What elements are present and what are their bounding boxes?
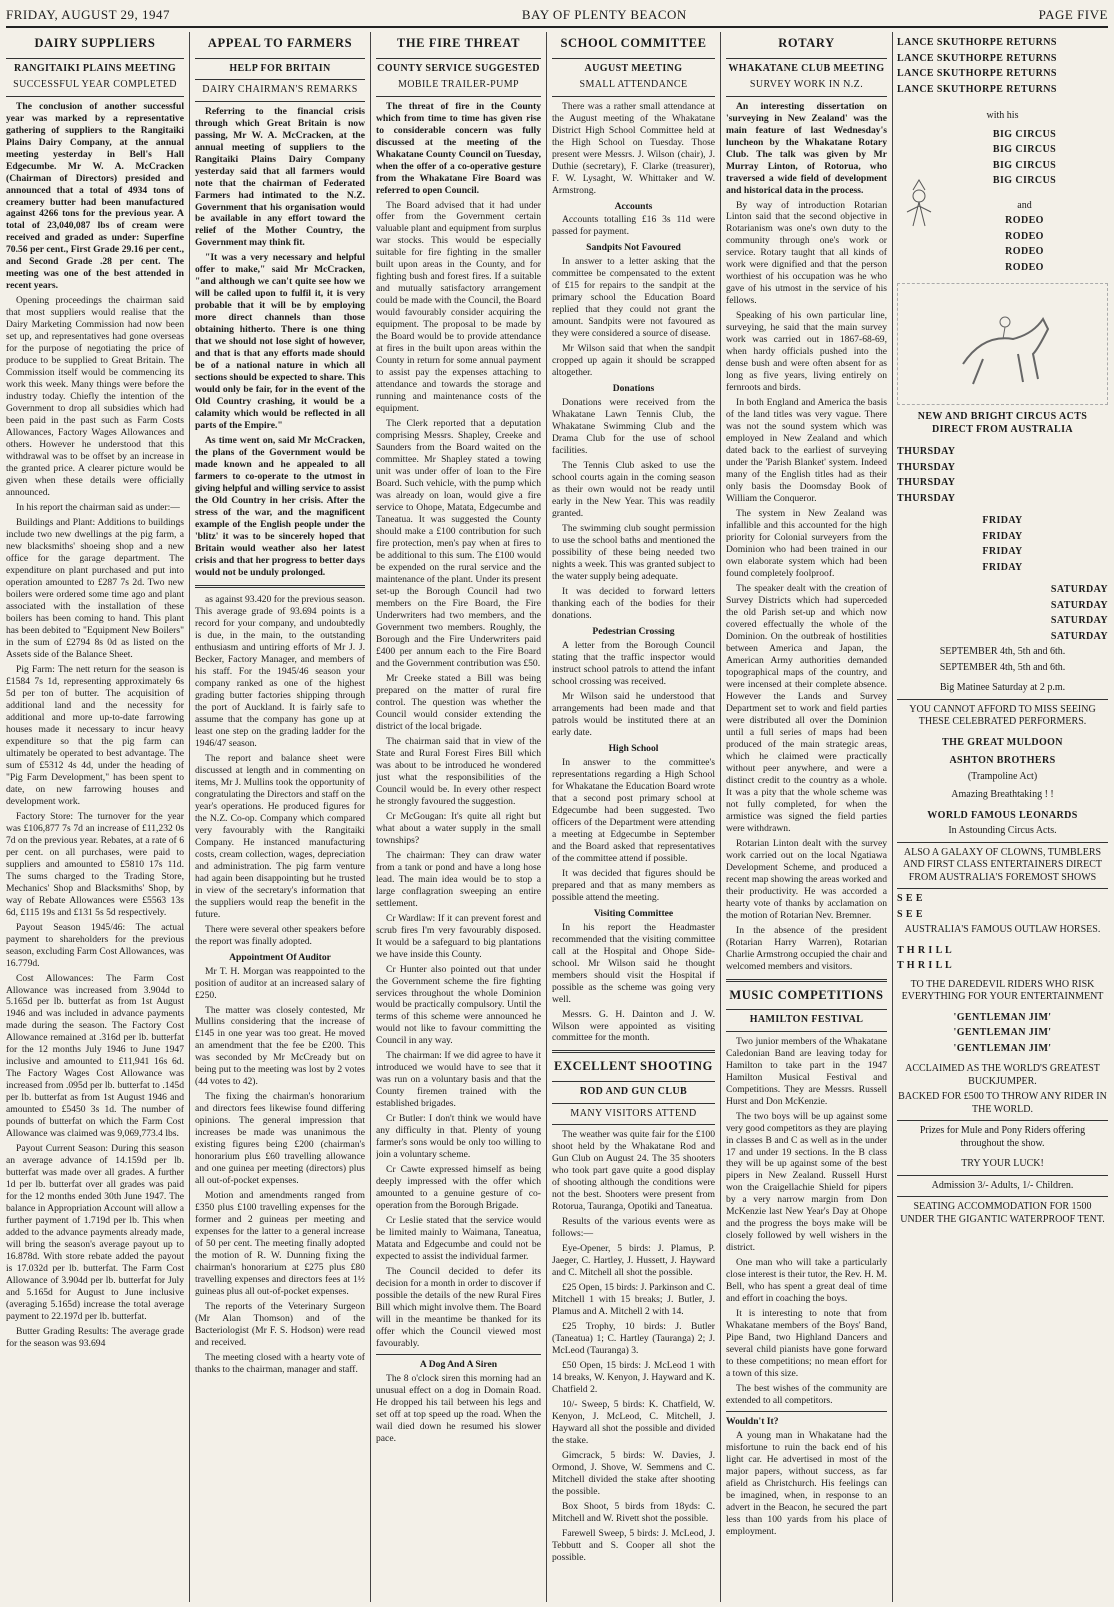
ad-horses: AUSTRALIA'S FAMOUS OUTLAW HORSES. bbox=[904, 924, 1101, 935]
ad-circus: BIG CIRCUS bbox=[992, 144, 1057, 155]
rotary-paragraph: In the absence of the president (Rotarian Harry Warren), Rotarian Charlie Armstrong occupied the chair and welcomed members and visitors. bbox=[726, 924, 887, 972]
ad-returns: LANCE SKUTHORPE RETURNS bbox=[897, 52, 1057, 64]
ad-rodeo: RODEO bbox=[1005, 230, 1044, 242]
ad-acts: NEW AND BRIGHT CIRCUS ACTS DIRECT FROM AUSTRALIA bbox=[917, 411, 1088, 435]
rotary-article bbox=[726, 34, 887, 1602]
ad-see: S E E bbox=[897, 908, 923, 920]
auditor-paragraph: The meeting closed with a hearty vote of thanks to the chairman, manager and staff. bbox=[195, 1352, 365, 1376]
rotary-paragraph: The system in New Zealand was infallible and this accounted for the high priority for Colonial surveyers from the Dominion who had been trained in our own elaborate system which had been found completely foolproof. bbox=[726, 508, 887, 580]
fire-subheadline-2: MOBILE TRAILER-PUMP bbox=[397, 79, 520, 91]
appeal-article bbox=[195, 34, 365, 1602]
fire-paragraph: Mr Creeke stated a Bill was being prepared on the matter of rural fire control. The question was whether the Council would consider extending the district of the local brigade. bbox=[376, 672, 541, 732]
ad-trampoline: (Trampoline Act) bbox=[967, 770, 1038, 782]
page-number: PAGE FIVE bbox=[1038, 7, 1108, 22]
school-subheading: High School bbox=[608, 742, 659, 754]
ad-dates: SEPTEMBER 4th, 5th and 6th. bbox=[939, 661, 1066, 673]
ad-returns: LANCE SKUTHORPE RETURNS bbox=[897, 83, 1057, 95]
ad-matinee: Big Matinee Saturday at 2 p.m. bbox=[939, 682, 1066, 693]
fire-paragraph: Cr Wardlaw: If it can prevent forest and scrub fires I'm very favourably disposed. It would be a safeguard to big plantations we have inside this County. bbox=[376, 912, 541, 960]
school-subheadline-2: SMALL ATTENDANCE bbox=[579, 79, 688, 91]
school-paragraph: Mr Wilson said that when the sandpit cropped up again it should be scrapped altogether. bbox=[552, 343, 715, 379]
shooting-headline: EXCELLENT SHOOTING bbox=[554, 1059, 713, 1074]
school-paragraph: A letter from the Borough Council stating that the traffic inspector would instruct school patrols to attend the infant school crossing was received. bbox=[552, 639, 715, 687]
school-paragraph: The Tennis Club asked to use the school courts again in the coming season as their own would not be ready until early in the New Year. This was readily granted. bbox=[552, 460, 715, 520]
school-paragraph: Accounts totalling £16 3s 11d were passed for payment. bbox=[552, 214, 715, 238]
dairy-lead: The conclusion of another successful year was marked by a representative gathering of suppliers to the Rangitaiki Plains Dairy Company, at the annual meeting yesterday in Bell's Hall Edgecumbe. Mr W. A. McCracken (Chairman of Directors) presided and announced that a total of 4934 tons of creamery butter had been manufactured against 4266 tons for the previous year. A total of 23,040,087 lbs of cream were received and graded as under: Superfine 70.56 per cent., First Grade 29.16 per cent., and Second Grade .28 per cent. The meeting was one of the best attended in recent years. bbox=[6, 100, 184, 292]
clown-icon bbox=[899, 126, 939, 236]
music-headline: MUSIC COMPETITIONS bbox=[729, 987, 884, 1002]
fire-paragraph: Cr Butler: I don't think we would have any difficulty in that. Plenty of young farmer's sons would be only too willing to join a voluntary scheme. bbox=[376, 1113, 541, 1161]
ad-galaxy: ALSO A GALAXY OF CLOWNS, TUMBLERS AND FIRST CLASS ENTERTAINERS DIRECT FROM AUSTRALIA'S FOREMOST SHOWS bbox=[903, 846, 1102, 883]
dairy-paragraph: Payout Season 1945/46: The actual payment to shareholders for the previous season, excluding Farm Cost Allowances, was 16.779d. bbox=[6, 921, 184, 969]
school-article bbox=[552, 34, 715, 1602]
appeal-paragraph: As time went on, said Mr McCracken, the plans of the Government would be made known and he appealed to all farmers to co-operate to the utmost in giving helpful and willing service to assist the Old Country in her crisis. After the stress of the war, and the magnificent example of the English people under the 'blitz' it was to be sincerely hoped that Britain would weather also her latest crisis and that her progress to better days would not be unduly prolonged. bbox=[195, 435, 365, 579]
column-rule bbox=[892, 32, 893, 1602]
column-rule bbox=[189, 32, 190, 1602]
ad-acclaimed: ACCLAIMED AS THE WORLD'S GREATEST BUCKJUMPER. bbox=[905, 1063, 1100, 1087]
auditor-paragraph: The fixing the chairman's honorarium and directors fees likewise found differing opinions. The general impression that increases be made was unanimous the existing figures being £200 (chairman's honorarium plus £60 travelling allowance and one guinea per meeting (directors) plus all out-of-pocket expenses. bbox=[195, 1091, 365, 1187]
dairy-continued: There were several other speakers before the report was finally adopted. bbox=[195, 923, 365, 947]
ad-friday: FRIDAY bbox=[982, 561, 1023, 573]
masthead bbox=[6, 4, 1108, 28]
column-rule bbox=[720, 32, 721, 1602]
fire-headline: THE FIRE THREAT bbox=[396, 36, 521, 50]
dairy-paragraph: Butter Grading Results: The average grade for the season was 93.694 bbox=[6, 1326, 184, 1350]
ad-afford: YOU CANNOT AFFORD TO MISS SEEING THESE CELEBRATED PERFORMERS. bbox=[909, 703, 1096, 727]
school-headline: SCHOOL COMMITTEE bbox=[560, 36, 707, 50]
shooting-paragraph: Gimcrack, 5 birds: W. Davies, J. Ormond, J. Shove, W. Semmens and C. Mitchell divided the stake after shooting the possible. bbox=[552, 1449, 715, 1497]
ad-thursday: THURSDAY bbox=[897, 492, 956, 504]
dairy-paragraph: Payout Current Season: During this season an average advance of 14.159d per lb. butterfat was made over all grades. A further 1d per lb. butterfat over all grades was paid for the 12 months ended 30th June 1947. The balance in Appropriation Account will allow a further payment of 1.719d per lb. This when added to the advance payments already made, will bring the season's average payout up to 16.878d. With store rebate added the payout is 17.032d per lb. butterfat. The Farm Cost Allowance of 3.904d per lb. butterfat for July and 5.165d for August to June inclusive (averaging 5.165d) increase the total average payment to 22.197d per lb. butterfat. bbox=[6, 1143, 184, 1323]
school-subheading: Sandpits Not Favoured bbox=[586, 242, 681, 254]
shooting-paragraph: Results of the various events were as follows:— bbox=[552, 1215, 715, 1239]
ad-thursday: THURSDAY bbox=[897, 477, 956, 488]
dairy-continued: as against 93.420 for the previous season. This average grade of 93.694 points is a record for your company, and undoubtedly is due, in the main, to the outstanding enthusiasm and untiring efforts of Mr J. J. Becker, Factory Manager, and members of his staff. For the 1945/46 season your company ranked as one of the highest grading butter factories shipping through the port of Auckland. It is fairly safe to assume that the company has gone up at least one step on the grading ladder for the 1946/47 season. bbox=[195, 594, 365, 749]
appeal-paragraph: "It was a very necessary and helpful offer to make," said Mr McCracken, "and although we can't quite see how we will be called upon to fulfil it, it is very probable that it will be by employing more direct channels than those obtaining hitherto. There is one thing that we should not lose sight of however, and that is that any efforts made should be of a national nature in which all sections should be expected to share. This would only be fair, for in the event of the Old Country crashing, it would be a calamity which would be reflected in all parts of the Empire." bbox=[195, 252, 365, 432]
dairy-paragraph: Pig Farm: The nett return for the season is £1584 7s 1d, representing approximately 6s 5d per ton of butter. The acquisition of additional land and the necessity for additional and more up-to-date farrowing houses made it necessary to incur heavy expenditure so that the pig farm can ultimately be operated to best advantage. The sum of £5312 4s 4d, under the heading of "Pig Farm Development," has been spent to date, on new farrowing houses and development work. bbox=[6, 663, 184, 807]
dairy-paragraph: Cost Allowances: The Farm Cost Allowance was increased from 3.904d to 5.165d per lb. butterfat as from 1st August 1946 and was included in advance payments made during the season. The Factory Cost Allowance remained at .316d per lb. butterfat for the 12 months July 1946 to June 1947 inclusive and amounted to £11,941 16s 6d. The Factory Wages Cost Allowance was increased from .095d per lb. butterfat to .145d per lb. butterfat as from 1st August 1946 and amounted to £5450 3s 1d. The number of pounds of butterfat on which the Farm Cost Allowance was claimed was 9,069,773.4 lbs. bbox=[6, 972, 184, 1140]
ad-admission: Admission 3/- Adults, 1/- Children. bbox=[931, 1179, 1074, 1191]
ad-circus: BIG CIRCUS bbox=[992, 159, 1057, 171]
music-paragraph: It is interesting to note that from Whakatane members of the Boys' Band, Pipe Band, two Highland Dancers and several child pianists have gone forward to these competitions; no mean effort for a town of this size. bbox=[726, 1308, 887, 1380]
shooting-subheadline: ROD AND GUN CLUB bbox=[579, 1086, 688, 1098]
dairy-article bbox=[6, 34, 184, 1602]
ad-jim: 'GENTLEMAN JIM' bbox=[953, 1011, 1052, 1023]
school-subheading: Visiting Committee bbox=[593, 907, 674, 919]
school-paragraph: In answer to the committee's representations regarding a High School for Whakatane the Education Board wrote that a second post primary school at Edgecumbe had been suggested. Two officers of the Department were attending a meeting at Edgecumbe in September and the Board asked that representatives of the committee attend if possible. bbox=[552, 756, 715, 864]
rotary-paragraph: The speaker dealt with the creation of Survey Districts which had superceded the old Parish set-up and which now covered effectually the whole of the Dominion. On the outbreak of hostilities between America and Japan, the American Army authorities demanded topographical maps of the country, and were incensed at their complete absence. However the Lands and Survey Department set to work and field parties were distributed all over the Dominion until a full series of maps had been produced of the main strategic areas, which he claimed were practically without peer anywhere, and were a distinct credit to the country as a whole. It was a pity that the whole scheme was not fully completed, for when the armistice was signed the field parties were withdrawn. bbox=[726, 583, 887, 834]
fire-paragraph: The chairman: If we did agree to have it introduced we would have to see that it was run on a voluntary basis and that the County firemen trained with the established brigades. bbox=[376, 1050, 541, 1110]
rotary-headline: ROTARY bbox=[778, 36, 835, 50]
dog-paragraph: The 8 o'clock siren this morning had an unusual effect on a dog in Domain Road. He dropped his tail between his legs and set off at top speed up the road. When the wail died down he resumed his slower pace. bbox=[376, 1373, 541, 1444]
appeal-paragraph: Referring to the financial crisis through which Great Britain is now passing, Mr W. A. McCracken, at the annual meeting of suppliers to the Rangitaiki Plains Dairy Company yesterday said that all farmers would note that the chairman of Federated Farmers had intimated to the N.Z. Government that his organisation would be available in any effort toward the relief of the Mother Country, the Government may think fit. bbox=[195, 105, 365, 249]
auditor-paragraph: Motion and amendments ranged from £350 plus £100 travelling expenses for the former and 2 guineas per meeting and expenses for the latter to a general increase of 50 per cent. The meeting finally adopted the motion of R. W. Dunning fixing the chairman's honorarium at £275 plus £80 travelling expenses and directors fees at 1½ guineas plus all out-of-pocket expenses. bbox=[195, 1190, 365, 1298]
rotary-paragraph: Speaking of his own particular line, surveying, he said that the main survey work was carried out in 1867-68-69, when hardy officials pushed into the dense bush and were often absent for as long as five years, living entirely on fernroots and birds. bbox=[726, 310, 887, 394]
shooting-paragraph: 10/- Sweep, 5 birds: K. Chatfield, W. Kenyon, J. McLeod, C. Mitchell, J. Hayward all shot the possible and divided the stake. bbox=[552, 1398, 715, 1446]
rodeo-illustration bbox=[897, 283, 1108, 405]
dairy-paragraph: Factory Store: The turnover for the year was £106,877 7s 7d an increase of £11,232 0s 7d on the previous year. Rebates, at a rate of 6 per cent. on all purchases, were paid to suppliers and amounted to £5810 17s 11d. The sums charged to the Trading Store, Mechanics' Shop and Blacksmiths' Shop, by way of Rebate Allowances were £5563 13s 6d, £115 19s and £131 5s 5d respectively. bbox=[6, 810, 184, 918]
dog-headline: A Dog And A Siren bbox=[419, 1359, 498, 1371]
dairy-paragraph: Opening proceedings the chairman said that most suppliers would realise that the Dairy Marketing Commission had now been set up, and representatives had gone overseas for the purpose of negotiating the price of produce to be supplied to Great Britain. The Commission itself would be commencing its work this week. Many things were before the industry today. Chiefly the intention of the Government to drop all subsidies which had been paid in the past such as Farm Costs Allowances, Factory Wages Allowances and others. However he understood that this withdrawal was to be offset by an increase in the granted price. A clearer picture would be given when these details were officially announced. bbox=[6, 295, 184, 499]
ad-thrill: T H R I L L bbox=[897, 944, 953, 956]
school-paragraph: It was decided that figures should be prepared and that as many members as possible attend the meeting. bbox=[552, 867, 715, 903]
shooting-paragraph: Farewell Sweep, 5 birds: J. McLeod, J. Tebbutt and S. Cooper all shot the possible. bbox=[552, 1527, 715, 1563]
ad-leonards: WORLD FAMOUS LEONARDS bbox=[927, 809, 1078, 821]
shooting-paragraph: £50 Open, 15 birds: J. McLeod 1 with 14 breaks, W. Kenyon, J. Hayward and K. Chatfield 2. bbox=[552, 1359, 715, 1395]
school-paragraph: The swimming club sought permission to use the school baths and mentioned the possibility of these being needed two nights a week. This was granted subject to the water supply being adequate. bbox=[552, 523, 715, 583]
shooting-paragraph: The weather was quite fair for the £100 shoot held by the Whakatane Rod and Gun Club on August 24. The 35 shooters who took part gave quite a good display of shooting although the conditions were not the best. Shooters were present from Rotorua, Tauranga, Opotiki and Taneatua. bbox=[552, 1129, 715, 1212]
fire-subheadline: COUNTY SERVICE SUGGESTED bbox=[377, 62, 540, 74]
dairy-continued: The report and balance sheet were discussed at length and in commenting on items, Mr J. Mullins took the opportunity of congratulating the Directors and staff on the year's operations. He produced figures for the N.Z. Co-op. Company which compared very favourably with the Rangitaiki Company. He instanced manufacturing costs, cream collection, wages, depreciation and administration. The pig farm venture had again been disappointing but he trusted in view of the secretary's information that the suppliers would reap the benefit in the future. bbox=[195, 752, 365, 920]
fire-paragraph: The Board advised that it had under offer from the Government certain valuable plant and equipment from surplus war stocks. This would be especially suitable for fire fighting in the smaller built upon areas in the County, and for fighting bush and forest fires. If a suitable and mutually satisfactory arrangement could be made with the Council, the Board would favourably consider acquiring the equipment. The proposal to be made by the Board would be to provide attendance at fires in the built upon areas within the County in return for some annual payment to assist pay the expenses attaching to attendance and towards the storage and running and maintenance costs of the equipment. bbox=[376, 199, 541, 415]
bucking-horse-icon bbox=[943, 294, 1063, 394]
shooting-paragraph: Box Shoot, 5 birds from 18yds: C. Mitchell and W. Rivett shot the possible. bbox=[552, 1500, 715, 1524]
music-paragraph: One man who will take a particularly close interest is their tutor, the Rev. H. M. Bell, who has spent a great deal of time and effort in coaching the boys. bbox=[726, 1257, 887, 1305]
ad-saturday: SATURDAY bbox=[1050, 584, 1108, 595]
rotary-subheadline-2: SURVEY WORK IN N.Z. bbox=[749, 79, 864, 91]
rotary-lead: An interesting dissertation on 'surveying in New Zealand' was the main feature of last Wednesday's luncheon by the Whakatane Rotary Club. The talk was given by Mr Murray Linton, of Rotorua, who traversed a wide field of development and historical data in the process. bbox=[726, 100, 887, 196]
ad-ashton: ASHTON BROTHERS bbox=[949, 755, 1056, 766]
ad-circus: BIG CIRCUS bbox=[992, 175, 1057, 186]
ad-amazing: Amazing Breathtaking ! ! bbox=[951, 789, 1054, 800]
wouldnt-paragraph: A young man in Whakatane had the misfortune to ruin the back end of his light car. He advertised in most of the major papers, without success, as far afield as Christchurch. His feelings can be imagined, when, in response to an advert in the Beacon, he secured the part less than 100 yards from his place of employment. bbox=[726, 1430, 887, 1538]
school-paragraph: In answer to a letter asking that the committee be compensated to the extent of £15 for repairs to the sandpit at the primary school the Education Board replied that they could not grant the amount. Sandpits were not favoured as they were considered a source of disease. bbox=[552, 256, 715, 340]
shooting-subheadline-2: MANY VISITORS ATTEND bbox=[570, 1107, 697, 1119]
ad-saturday: SATURDAY bbox=[1050, 615, 1108, 626]
school-subheadline: AUGUST MEETING bbox=[584, 62, 683, 74]
fire-paragraph: Cr Cawte expressed himself as being deeply impressed with the offer which amounted to a genuine gesture of co-operation from the Borough Brigade. bbox=[376, 1164, 541, 1212]
wouldnt-headline: Wouldn't It? bbox=[726, 1416, 779, 1428]
issue-date: FRIDAY, AUGUST 29, 1947 bbox=[6, 7, 171, 22]
school-paragraph: Mr Wilson said he understood that arrangements had been made and that patrols would be instituted there at an early date. bbox=[552, 690, 715, 738]
dairy-subheadline-2: SUCCESSFUL YEAR COMPLETED bbox=[13, 79, 177, 91]
paper-name: BAY OF PLENTY BEACON bbox=[521, 7, 687, 22]
auditor-paragraph: The matter was closely contested, Mr Mullins considering that the increase of £145 in one year was too great. He moved an amendment that the fee be £200. This was seconded by Mr McCready but on being put to the meeting was lost by 2 votes (44 votes to 42). bbox=[195, 1004, 365, 1088]
fire-paragraph: The Clerk reported that a deputation comprising Messrs. Shapley, Creeke and Saunders from the Board waited on the committee. Mr Shapley stated a towing unit was under offer of loan to the Fire Board. Such vehicle, with the pump which was already on loan, would give a fire service to Ohope, Matata, Edgecumbe and Taneatua. It was suggested the County should make a £100 contribution for such fire protection, men's pay when at fires to be additional to this sum. The £100 would be expended on the rural service and the maintenance of the plant. Under its present set-up the Borough Council had two members on the Fire Board, the Fire Underwriters had two members, and the Government two members. Roughly, the Borough and the Fire Underwriters paid £400 per annum each to the Fire Board and the Government contribution was £50. bbox=[376, 418, 541, 669]
appeal-subheadline-2: DAIRY CHAIRMAN'S REMARKS bbox=[202, 84, 358, 96]
ad-jim: 'GENTLEMAN JIM' bbox=[953, 1042, 1052, 1054]
school-paragraph: There was a rather small attendance at the August meeting of the Whakatane District High School Committee held at the High School on Tuesday. Those present were Messrs. J. Wilson (chair), J. Duthie (secretary), F. Clarke (treasurer), F. W. Lysaght, W. Whittaker and W. Armstrong. bbox=[552, 100, 715, 196]
ad-jim: 'GENTLEMAN JIM' bbox=[953, 1027, 1052, 1038]
ad-dates: SEPTEMBER 4th, 5th and 6th. bbox=[939, 646, 1066, 657]
ad-circus-block bbox=[897, 126, 1108, 278]
dairy-subheadline: RANGITAIKI PLAINS MEETING bbox=[13, 62, 177, 74]
shooting-paragraph: £25 Trophy, 10 birds: J. Butler (Taneatua) 1; C. Hartley (Tauranga) 2; J. McLeod (Tauranga) 3. bbox=[552, 1320, 715, 1356]
fire-paragraph: Cr McGougan: It's quite all right but what about a water supply in the small townships? bbox=[376, 810, 541, 846]
shooting-paragraph: Eye-Opener, 5 birds: J. Plamus, P. Jaeger, C. Hartley, J. Hussett, J. Hayward and C. Mitchell all shot the possible. bbox=[552, 1242, 715, 1278]
column-rule bbox=[370, 32, 371, 1602]
clown-illustration bbox=[897, 126, 941, 278]
ad-rodeo: RODEO bbox=[1005, 261, 1044, 273]
ad-saturday: SATURDAY bbox=[1050, 630, 1108, 642]
ad-leonards-sub: In Astounding Circus Acts. bbox=[948, 825, 1057, 836]
rotary-subheadline: WHAKATANE CLUB MEETING bbox=[728, 62, 885, 74]
ad-seating: SEATING ACCOMMODATION FOR 1500 UNDER THE GIGANTIC WATERPROOF TENT. bbox=[900, 1201, 1105, 1225]
auditor-paragraph: The reports of the Veterinary Surgeon (Mr Alan Thomson) and of the Bacteriologist (Mr F. S. Hodson) were read and received. bbox=[195, 1301, 365, 1349]
ad-thursday: THURSDAY bbox=[897, 446, 956, 457]
school-paragraph: It was decided to forward letters thanking each of the bodies for their donations. bbox=[552, 586, 715, 621]
dairy-paragraph: In his report the chairman said as under:— bbox=[16, 502, 180, 514]
ad-with-his: with his bbox=[986, 110, 1019, 121]
ad-and: and bbox=[1017, 199, 1032, 211]
school-paragraph: In his report the Headmaster recommended that the visiting committee call at the Hospital and Ohope Side-school. Mr Wilson said he thought members should visit the Hospital if possible as the scheme was going very well. bbox=[552, 921, 715, 1005]
column-rule bbox=[546, 32, 547, 1602]
ad-luck: TRY YOUR LUCK! bbox=[961, 1158, 1044, 1169]
rotary-paragraph: By way of introduction Rotarian Linton said that the second objective in Rotarianism was one's own duty to the community through one's work or service. Rotary taught that all kinds of work were dignified and that the person worthiest of his occupation was he who gave of his utmost in the service of his fellows. bbox=[726, 199, 887, 307]
auditor-paragraph: Mr T. H. Morgan was reappointed to the position of auditor at an increased salary of £250. bbox=[195, 965, 365, 1001]
ad-rodeo: RODEO bbox=[1005, 246, 1044, 257]
school-subheading: Donations bbox=[612, 383, 655, 395]
ad-muldoon: THE GREAT MULDOON bbox=[942, 736, 1063, 748]
ad-thrill: T H R I L L bbox=[897, 960, 953, 971]
shooting-paragraph: £25 Open, 15 birds: J. Parkinson and C. Mitchell 1 with 15 breaks; J. Butler, J. Plamus and A. Mitchell 2 with 14. bbox=[552, 1281, 715, 1317]
school-subheading: Accounts bbox=[614, 200, 653, 212]
school-paragraph: Messrs. G. H. Dainton and J. W. Wilson were appointed as visiting committee for the month. bbox=[552, 1008, 715, 1044]
ad-riders: TO THE DAREDEVIL RIDERS WHO RISK EVERYTHING FOR YOUR ENTERTAINMENT bbox=[901, 978, 1104, 1002]
ad-backed: BACKED FOR £500 TO THROW ANY RIDER IN THE WORLD. bbox=[898, 1091, 1107, 1115]
dairy-paragraph: Buildings and Plant: Additions to buildings include two new dwellings at the pig farm, a new blacksmiths' shoeing shop and a new office for the garage department. The expenditure on plant purchased and put into operation amounted to £287 7s 2d. Two new boilers were ordered some time ago and plant associated with the installation of these boilers has been coming to hand. This plant has been debited to "Equipment New Boilers" in the sum of £2794 8s 0d as listed on the Assets side of the Balance Sheet. bbox=[6, 517, 184, 660]
fire-paragraph: The Council decided to defer its decision for a month in order to discover if possible the details of the new Rural Fires Bill which might involve them. The Board will in the meantime be thanked for its offer which the Council viewed most favourably. bbox=[376, 1266, 541, 1350]
ad-rodeo: RODEO bbox=[1005, 215, 1044, 226]
fire-lead: The threat of fire in the County which from time to time has given rise to considerable concern was fully discussed at the meeting of the Whakatane County Council on Tuesday, when the offer of a co-operative gesture from the Whakatane Fire Board was referred to open Council. bbox=[376, 100, 541, 196]
ad-friday: FRIDAY bbox=[982, 530, 1023, 542]
school-paragraph: Donations were received from the Whakatane Lawn Tennis Club, the Whakatane Swimming Club and the Drama Club for the use of school facilities. bbox=[552, 397, 715, 457]
school-subheading: Pedestrian Crossing bbox=[592, 625, 675, 637]
rotary-paragraph: In both England and America the basis of the land titles was very vague. There was not the sound system which was employed in New Zealand and which dated back to the earliest of surveying under the 'Parish Blanket' system. Indeed many of the English titles had as their only basis the Doomsday Book of William the Conqueror. bbox=[726, 397, 887, 505]
ad-returns: LANCE SKUTHORPE RETURNS bbox=[897, 68, 1057, 79]
rotary-paragraph: Rotarian Linton dealt with the survey work carried out on the local Ngatiawa Development Scheme, and produced a recent map showing the areas worked and their productivity. He was accorded a hearty vote of thanks by acclamation on the motion of Rotarian Nev. Bremner. bbox=[726, 837, 887, 921]
auditor-subheading: Appointment Of Auditor bbox=[229, 951, 331, 963]
music-subheadline: HAMILTON FESTIVAL bbox=[749, 1014, 864, 1026]
ad-friday: FRIDAY bbox=[982, 546, 1023, 557]
dairy-headline: DAIRY SUPPLIERS bbox=[34, 36, 156, 50]
circus-advertisement bbox=[897, 34, 1108, 1602]
ad-returns: LANCE SKUTHORPE RETURNS bbox=[897, 37, 1057, 48]
fire-article bbox=[376, 34, 541, 1602]
music-paragraph: Two junior members of the Whakatane Caledonian Band are leaving today for Hamilton to take part in the 1947 Hamilton Musical Festival and Competitions. They are Messrs. Russell Hurst and Don McKenzie. bbox=[726, 1035, 887, 1107]
appeal-headline: APPEAL TO FARMERS bbox=[207, 36, 353, 50]
ad-prizes: Prizes for Mule and Pony Riders offering throughout the show. bbox=[919, 1125, 1086, 1149]
ad-friday: FRIDAY bbox=[982, 515, 1023, 526]
fire-paragraph: Cr Hunter also pointed out that under the Government scheme the fire fighting services throughout the whole Dominion would be practically compulsory. Until the terms of this scheme were announced he would not like to favour committing the Council in any way. bbox=[376, 963, 541, 1047]
fire-paragraph: The chairman: They can draw water from a tank or pond and have a long hose lead. The main idea would be to stop a large conflagration sweeping an entire settlement. bbox=[376, 849, 541, 909]
fire-paragraph: Cr Leslie stated that the service would be limited mainly to Waimana, Taneatua, Matata and Edgecumbe and could not be expected to assist the individual farmer. bbox=[376, 1215, 541, 1263]
ad-see: S E E bbox=[897, 893, 923, 904]
appeal-subheadline: HELP FOR BRITAIN bbox=[229, 62, 331, 74]
music-paragraph: The best wishes of the community are extended to all competitors. bbox=[726, 1383, 887, 1407]
ad-circus: BIG CIRCUS bbox=[992, 128, 1057, 140]
music-paragraph: The two boys will be up against some very good competitors as they are playing in classes B and C as well as in the under 17 and under 19 sections. In the B class they will be up against some of the best pipers in New Zealand. Russell Hurst won the Craigellachie Shield for pipers by a very narrow margin from Don McKenzie last New Year's Day at Ohope and the progress the boys make will be closely followed by well wishers in the district. bbox=[726, 1110, 887, 1254]
fire-paragraph: The chairman said that in view of the State and Rural Forest Fires Bill which was about to be introduced he wondered just what the responsibilities of the Council would be. In every other respect he strongly favoured the suggestion. bbox=[376, 735, 541, 807]
ad-saturday: SATURDAY bbox=[1050, 599, 1108, 611]
ad-thursday: THURSDAY bbox=[897, 461, 956, 473]
